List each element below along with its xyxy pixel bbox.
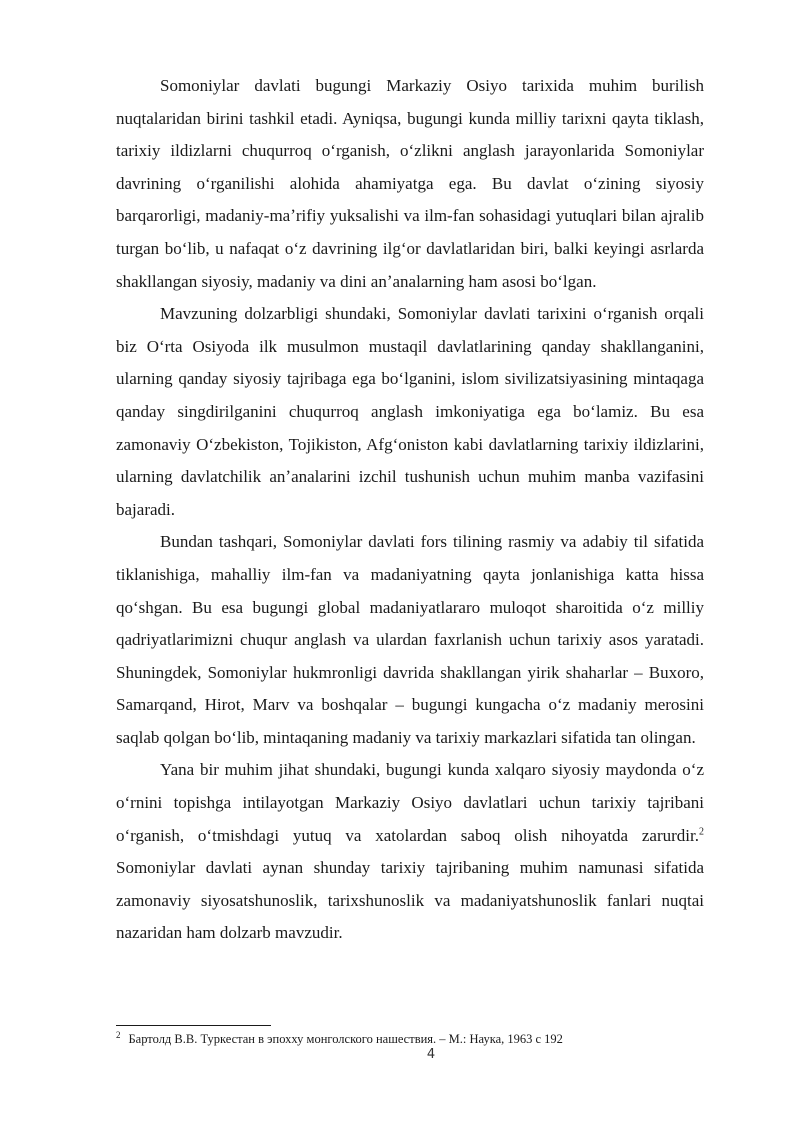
footnote-reference[interactable]: 2	[699, 826, 704, 837]
paragraph-4	[116, 754, 704, 950]
paragraph-1: Somoniylar davlati bugungi Markaziy Osiyo tarixida muhim burilish nuqtalaridan birini tashkil etadi. Ayniqsa, bugungi kunda milliy tarixni qayta tiklash, tarixiy ildizlarni chuqurroq oʻrganish, oʻzlikni anglash jarayonlarida Somoniylar davrining oʻrganilishi alohida ahamiyatga ega. Bu davlat oʻzining siyosiy barqarorligi, madaniy-maʼrifiy yuksalishi va ilm-fan sohasidagi yutuqlari bilan ajralib turgan boʻlib, u nafaqat oʻz davrining ilgʻor davlatlaridan biri, balki keyingi asrlarda shakllangan siyosiy, madaniy va dini anʼanalarning ham asosi boʻlgan.	[116, 76, 704, 291]
paragraph-4-text-before-note: Yana bir muhim jihat shundaki, bugungi kunda xalqaro siyosiy maydonda oʻz oʻrnini topishga intilayotgan Markaziy Osiyo davlatlari uchun tarixiy tajribani oʻrganish, oʻtmishdagi yutuq va xatolardan saboq olish nihoyatda zarurdir.	[116, 760, 704, 845]
body-text	[116, 70, 704, 950]
paragraph-3: Bundan tashqari, Somoniylar davlati fors tilining rasmiy va adabiy til sifatida tiklanishiga, mahalliy ilm-fan va madaniyatning qayta jonlanishiga katta hissa qoʻshgan. Bu esa bugungi global madaniyatlararo muloqot sharoitida oʻz milliy qadriyatlarimizni chuqur anglash va ulardan faxrlanish uchun tarixiy asos yaratadi. Shuningdek, Somoniylar hukmronligi davrida shakllangan yirik shaharlar – Buxoro, Samarqand, Hirot, Marv va boshqalar – bugungi kungacha oʻz madaniy merosini saqlab qolgan boʻlib, mintaqaning madaniy va tarixiy markazlari sifatida tan olingan.	[116, 532, 704, 747]
paragraph-4-text-after-note: Somoniylar davlati aynan shunday tarixiy tajribaning muhim namunasi sifatida zamonaviy siyosatshunoslik, tarixshunoslik va madaniyatshunoslik fanlari nuqtai nazaridan ham dolzarb mavzudir.	[116, 858, 704, 943]
footnote-mark: 2	[116, 1029, 121, 1040]
footnote	[116, 1031, 704, 1047]
page-number: 4	[426, 1047, 436, 1062]
footnote-separator	[116, 1025, 271, 1026]
footnote-text: Бартолд В.В. Туркестан в эпохху монголского нашествия. – М.: Наука, 1963 с 192	[128, 1032, 563, 1046]
paragraph-2: Mavzuning dolzarbligi shundaki, Somoniylar davlati tarixini oʻrganish orqali biz Oʻrta Osiyoda ilk musulmon mustaqil davlatlarining qanday shakllanganini, ularning qanday siyosiy tajribaga ega boʻlganini, islom sivilizatsiyasining mintaqaga qanday singdirilganini chuqurroq anglash imkoniyatiga ega boʻlamiz. Bu esa zamonaviy Oʻzbekiston, Tojikiston, Afgʻoniston kabi davlatlarning tarixiy ildizlarini, ularning davlatchilik anʼanalarini izchil tushunish uchun muhim manba vazifasini bajaradi.	[116, 304, 704, 519]
